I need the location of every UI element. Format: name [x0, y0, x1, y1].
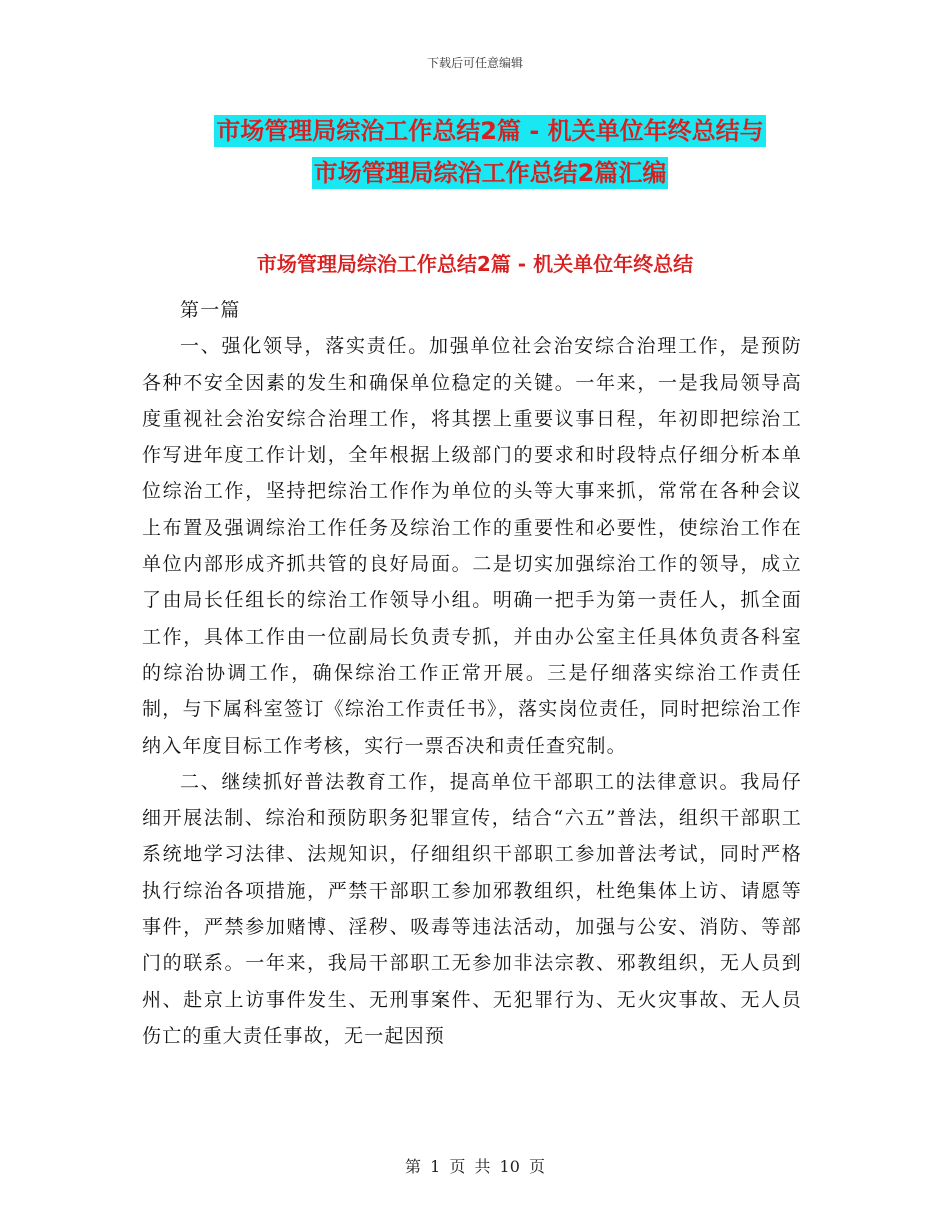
document-body	[142, 292, 802, 1054]
document-title-line-2: 市场管理局综治工作总结2篇汇编	[313, 159, 667, 187]
header-note: 下载后可任意编辑	[426, 56, 523, 70]
section-title: 市场管理局综治工作总结2篇 - 机关单位年终总结	[256, 252, 694, 276]
document-title-line-1: 市场管理局综治工作总结2篇 - 机关单位年终总结与	[216, 117, 764, 145]
document-title	[140, 110, 840, 194]
paragraph-1: 一、强化领导，落实责任。加强单位社会治安综合治理工作，是预防各种不安全因素的发生和确保单位稳定的关键。一年来，一是我局领导高度重视社会治安综合治理工作，将其摆上重要议事日程，年初即把综治工作写进年度工作计划，全年根据上级部门的要求和时段特点仔细分析本单位综治工作，坚持把综治工作作为单位的头等大事来抓，常常在各种会议上布置及强调综治工作任务及综治工作的重要性和必要性，使综治工作在单位内部形成齐抓共管的良好局面。二是切实加强综治工作的领导，成立了由局长任组长的综治工作领导小组。明确一把手为第一责任人，抓全面工作，具体工作由一位副局长负责专抓，并由办公室主任具体负责各科室的综治协调工作，确保综治工作正常开展。三是仔细落实综治工作责任制，与下属科室签订《综治工作责任书》，落实岗位责任，同时把综治工作纳入年度目标工作考核，实行一票否决和责任查究制。	[142, 335, 802, 757]
section-label: 第一篇	[180, 299, 241, 321]
paragraph-2: 二、继续抓好普法教育工作，提高单位干部职工的法律意识。我局仔细开展法制、综治和预防职务犯罪宣传，结合“六五”普法，组织干部职工系统地学习法律、法规知识，仔细组织干部职工参加普法考试，同时严格执行综治各项措施，严禁干部职工参加邪教组织，杜绝集体上访、请愿等事件，严禁参加赌博、淫秽、吸毒等违法活动，加强与公安、消防、等部门的联系。一年来，我局干部职工无参加非法宗教、邪教组织，无人员到州、赴京上访事件发生、无刑事案件、无犯罪行为、无火灾事故、无人员伤亡的重大责任事故，无一起因预	[142, 770, 802, 1047]
page-number-footer: 第 1 页 共 10 页	[405, 1157, 545, 1176]
